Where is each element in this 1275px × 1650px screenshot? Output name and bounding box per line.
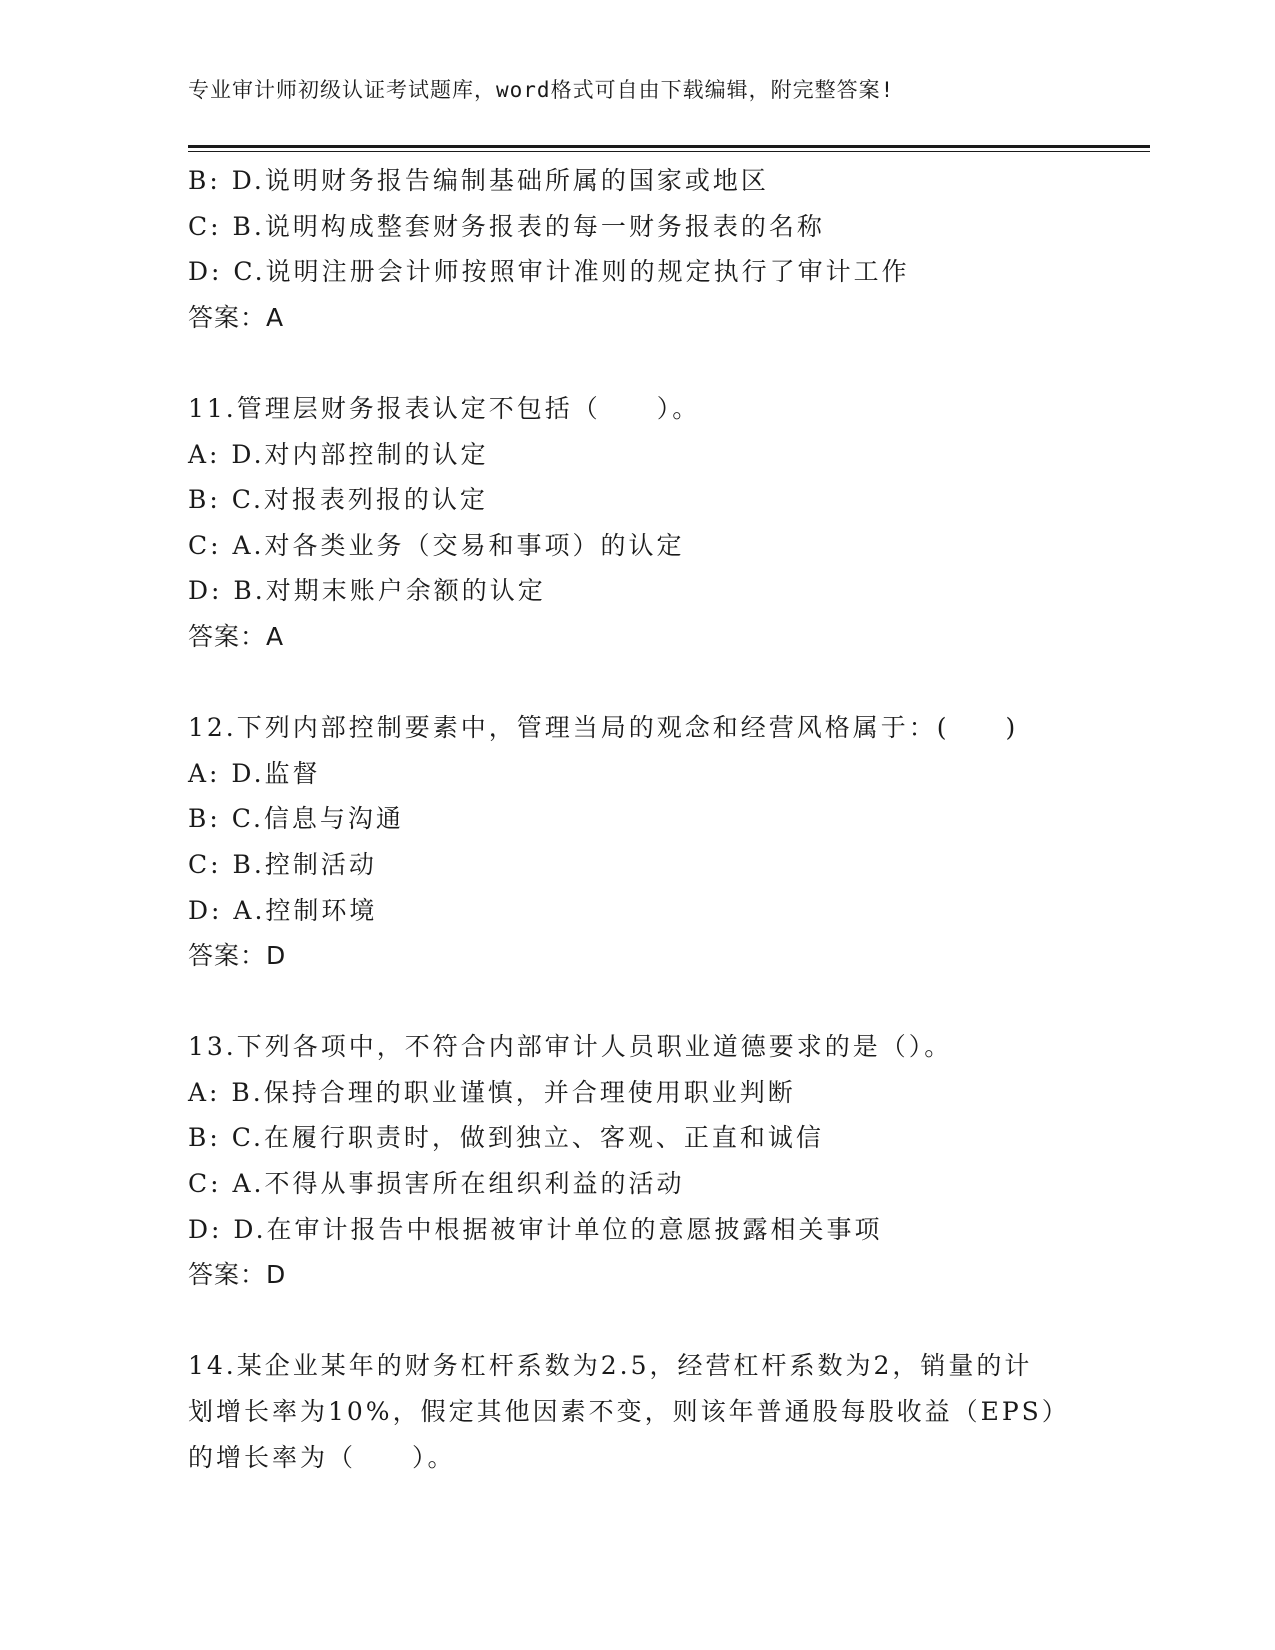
question-14 (188, 1343, 1088, 1480)
option-b: B: C.在履行职责时，做到独立、客观、正直和诚信 (188, 1123, 824, 1153)
answer-line: 答案：D (188, 941, 287, 971)
spacer (188, 1298, 1088, 1344)
header-rule-thin (188, 151, 1150, 152)
answer-line: 答案：A (188, 302, 285, 332)
spacer (188, 340, 1088, 386)
option-b: B: D.说明财务报告编制基础所属的国家或地区 (188, 166, 769, 195)
option-d: D: A.控制环境 (188, 895, 378, 925)
option-a: A: D.监督 (188, 758, 321, 788)
option-b: B: C.对报表列报的认定 (188, 485, 488, 515)
question-10-tail (188, 158, 1088, 340)
question-stem-line: 的增长率为（ ）。 (188, 1442, 456, 1472)
option-c: C: B.控制活动 (188, 849, 377, 879)
spacer (188, 979, 1088, 1025)
question-stem-line: 划增长率为10%，假定其他因素不变，则该年普通股每股收益（EPS） (188, 1397, 1070, 1427)
option-a: A: B.保持合理的职业谨慎，并合理使用职业判断 (188, 1077, 796, 1107)
header-rule-thick (188, 145, 1150, 148)
question-stem: 11.管理层财务报表认定不包括（ ）。 (188, 393, 701, 423)
answer-line: 答案：D (188, 1260, 287, 1290)
question-stem: 12.下列内部控制要素中，管理当局的观念和经营风格属于：( ) (188, 713, 1019, 743)
option-d: D: C.说明注册会计师按照审计准则的规定执行了审计工作 (188, 257, 910, 287)
spacer (188, 660, 1088, 706)
option-a: A: D.对内部控制的认定 (188, 439, 489, 469)
answer-line: 答案：A (188, 621, 285, 651)
option-b: B: C.信息与沟通 (188, 804, 404, 834)
question-13 (188, 1024, 1088, 1298)
option-d: D: B.对期末账户余额的认定 (188, 576, 546, 606)
option-c: C: A.对各类业务（交易和事项）的认定 (188, 530, 685, 560)
option-c: C: A.不得从事损害所在组织利益的活动 (188, 1169, 685, 1199)
option-d: D: D.在审计报告中根据被审计单位的意愿披露相关事项 (188, 1214, 883, 1244)
question-content (188, 158, 1088, 1480)
option-c: C: B.说明构成整套财务报表的每一财务报表的名称 (188, 211, 825, 241)
question-11 (188, 386, 1088, 660)
question-stem: 13.下列各项中，不符合内部审计人员职业道德要求的是（）。 (188, 1032, 953, 1062)
question-12 (188, 705, 1088, 979)
question-stem-line: 14.某企业某年的财务杠杆系数为2.5，经营杠杆系数为2，销量的计 (188, 1351, 1033, 1381)
page-header: 专业审计师初级认证考试题库，word格式可自由下载编辑，附完整答案! (188, 78, 895, 102)
